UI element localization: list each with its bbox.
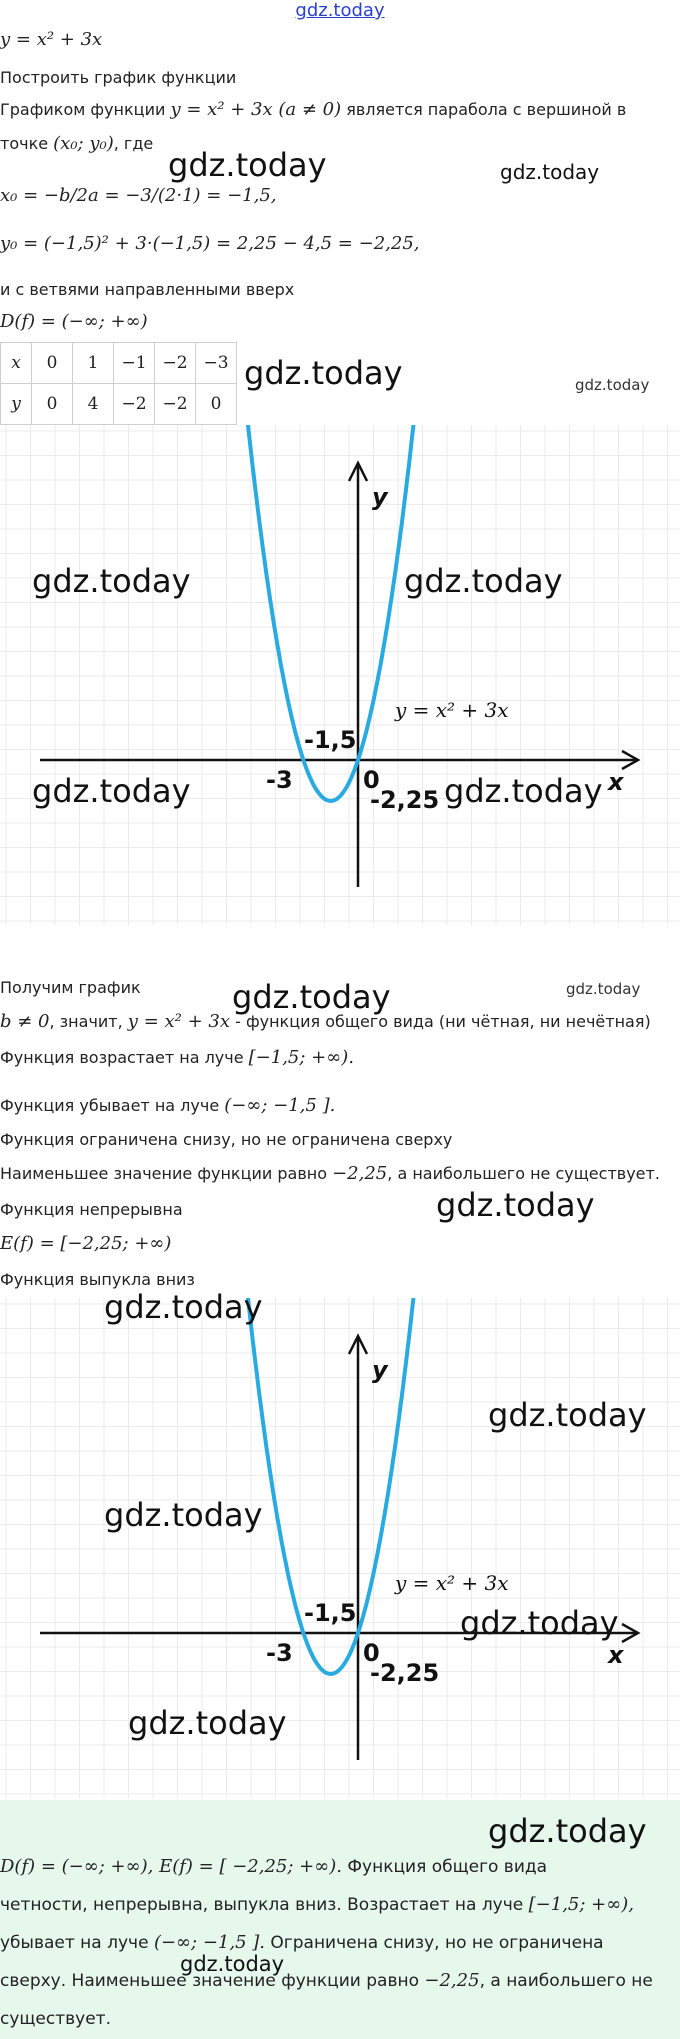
table-cell: −3 bbox=[196, 343, 237, 384]
x-axis-label: x bbox=[608, 1641, 624, 1669]
branches-text: и с ветвями направленными вверх bbox=[0, 280, 295, 299]
y-axis-label: y bbox=[372, 1356, 388, 1384]
summary-line-2 bbox=[0, 1886, 680, 1924]
watermark: gdz.today bbox=[104, 1288, 263, 1326]
decrease-text: Функция убывает на луче bbox=[0, 1096, 225, 1115]
minmax-text: , а наибольшего не существует. bbox=[387, 1164, 660, 1183]
summary-line-3 bbox=[0, 1924, 680, 1962]
parabola-graph-2 bbox=[0, 1298, 680, 1798]
summary-formula: [−1,5; +∞), bbox=[528, 1894, 634, 1915]
root-label: -3 bbox=[266, 766, 293, 794]
watermark: gdz.today bbox=[180, 1952, 285, 1976]
y0-formula: y₀ = (−1,5)² + 3·(−1,5) = 2,25 − 4,5 = −2,25, bbox=[0, 233, 420, 254]
table-cell: −2 bbox=[155, 384, 196, 425]
increase-formula: [−1,5; +∞). bbox=[248, 1047, 354, 1068]
summary-formula: D(f) = (−∞; +∞), E(f) = [ −2,25; +∞). bbox=[0, 1856, 342, 1877]
watermark: gdz.today bbox=[32, 562, 191, 600]
intro-formula: y = x² + 3x (a ≠ 0) bbox=[170, 99, 342, 120]
vertex-y-label: -2,25 bbox=[370, 1659, 440, 1687]
value-table bbox=[0, 342, 237, 425]
range-formula: E(f) = [−2,25; +∞) bbox=[0, 1233, 172, 1254]
watermark: gdz.today bbox=[244, 354, 403, 392]
watermark: gdz.today bbox=[500, 160, 600, 184]
minmax-line bbox=[0, 1164, 660, 1184]
watermark: gdz.today bbox=[168, 146, 327, 184]
vertex-x-label: -1,5 bbox=[304, 1599, 357, 1627]
summary-text: убывает на луче bbox=[0, 1933, 154, 1953]
vertex-x-label: -1,5 bbox=[304, 726, 357, 754]
minmax-formula: −2,25 bbox=[332, 1163, 388, 1184]
summary-line-4 bbox=[0, 1962, 680, 2000]
intro-text: , где bbox=[113, 134, 154, 153]
table-cell: 0 bbox=[32, 343, 73, 384]
y-axis-label: y bbox=[372, 483, 388, 511]
table-cell: −1 bbox=[114, 343, 155, 384]
intro-text: Графиком функции bbox=[0, 100, 171, 119]
bounded-text: Функция ограничена снизу, но не ограничена сверху bbox=[0, 1130, 453, 1149]
origin-label: 0 bbox=[363, 1639, 380, 1667]
table-cell: 1 bbox=[73, 343, 114, 384]
origin-label: 0 bbox=[363, 766, 380, 794]
table-cell: y bbox=[1, 384, 32, 425]
summary-text: Ограничена снизу, но не ограничена bbox=[265, 1933, 604, 1953]
increase-text: Функция возрастает на луче bbox=[0, 1048, 249, 1067]
root-label: -3 bbox=[266, 1639, 293, 1667]
watermark: gdz.today bbox=[436, 1186, 595, 1224]
intro-text: точке bbox=[0, 134, 54, 153]
watermark: gdz.today bbox=[32, 772, 191, 810]
parity-condition: b ≠ 0 bbox=[0, 1011, 50, 1032]
watermark: gdz.today bbox=[104, 1496, 263, 1534]
minmax-text: Наименьшее значение функции равно bbox=[0, 1164, 333, 1183]
site-link[interactable]: gdz.today bbox=[295, 0, 385, 21]
got-graph-text: Получим график bbox=[0, 978, 141, 997]
table-cell: −2 bbox=[155, 343, 196, 384]
continuous-text: Функция непрерывна bbox=[0, 1200, 183, 1219]
summary-text: , а наибольшего не bbox=[479, 1971, 653, 1991]
summary-formula: −2,25 bbox=[424, 1970, 480, 1991]
table-cell: 0 bbox=[196, 384, 237, 425]
watermark: gdz.today bbox=[566, 980, 641, 998]
watermark: gdz.today bbox=[444, 772, 603, 810]
parity-formula: y = x² + 3x bbox=[127, 1011, 230, 1032]
watermark: gdz.today bbox=[404, 562, 563, 600]
intro-line-2 bbox=[0, 134, 153, 154]
summary-text: сверху. Наименьшее значение функции равно bbox=[0, 1971, 425, 1991]
convex-text: Функция выпукла вниз bbox=[0, 1270, 195, 1289]
decrease-line bbox=[0, 1096, 335, 1116]
function-label: y = x² + 3x bbox=[395, 1571, 509, 1595]
table-cell: 4 bbox=[73, 384, 114, 425]
summary-formula: (−∞; −1,5 ]. bbox=[153, 1932, 266, 1953]
table-row bbox=[1, 384, 237, 425]
summary-text: четности, непрерывна, выпукла вниз. Возрастает на луче bbox=[0, 1895, 529, 1915]
watermark: gdz.today bbox=[488, 1396, 647, 1434]
domain-formula: D(f) = (−∞; +∞) bbox=[0, 311, 148, 332]
watermark: gdz.today bbox=[460, 1604, 619, 1642]
summary-line-1 bbox=[0, 1848, 680, 1886]
x-axis-label: x bbox=[608, 768, 624, 796]
parity-text: - функция общего вида (ни чётная, ни нечётная) bbox=[230, 1012, 651, 1031]
watermark: gdz.today bbox=[575, 376, 650, 394]
table-cell: 0 bbox=[32, 384, 73, 425]
vertex-y-label: -2,25 bbox=[370, 786, 440, 814]
summary-text: Функция общего вида bbox=[341, 1857, 548, 1877]
summary-line-5: существует. bbox=[0, 2009, 111, 2029]
watermark: gdz.today bbox=[488, 1812, 647, 1850]
x0-formula: x₀ = −b/2a = −3/(2·1) = −1,5, bbox=[0, 185, 277, 206]
parity-text: , значит, bbox=[49, 1012, 128, 1031]
table-cell: −2 bbox=[114, 384, 155, 425]
intro-text: является парабола с вершиной в bbox=[341, 100, 627, 119]
formula-header: y = x² + 3x bbox=[0, 29, 103, 50]
function-label: y = x² + 3x bbox=[395, 698, 509, 722]
watermark: gdz.today bbox=[128, 1704, 287, 1742]
intro-formula: (x₀; y₀) bbox=[53, 133, 114, 154]
increase-line bbox=[0, 1048, 354, 1068]
table-cell: x bbox=[1, 343, 32, 384]
parabola-graph-1 bbox=[0, 425, 680, 925]
table-row bbox=[1, 343, 237, 384]
decrease-formula: (−∞; −1,5 ]. bbox=[224, 1095, 336, 1116]
task-title: Построить график функции bbox=[0, 68, 237, 87]
intro-line-1 bbox=[0, 100, 626, 120]
watermark: gdz.today bbox=[232, 978, 391, 1016]
